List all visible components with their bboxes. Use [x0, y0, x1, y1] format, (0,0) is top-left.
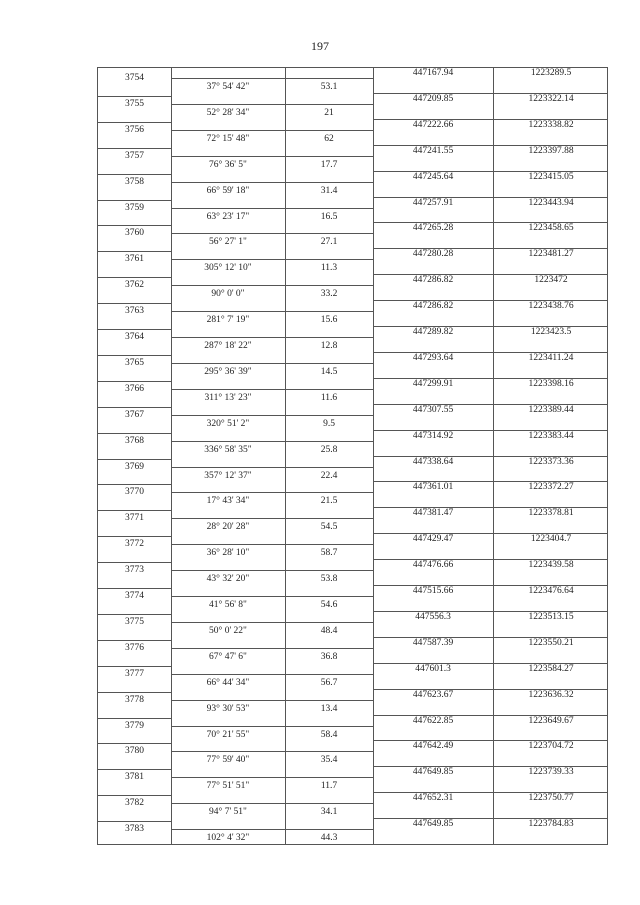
row-divider [98, 718, 171, 719]
segment-length: 21 [324, 107, 334, 118]
x-coordinate: 447429.47 [412, 534, 454, 545]
x-coordinate: 447476.66 [412, 560, 454, 571]
segment-length: 31.4 [320, 185, 338, 196]
direction-angle: 281° 7' 19" [206, 315, 250, 326]
segment-length: 34.1 [320, 807, 338, 818]
segment-length: 56.7 [320, 677, 338, 688]
segment-length: 14.5 [320, 366, 338, 377]
point-number: 3755 [125, 98, 144, 109]
x-coordinate: 447286.82 [412, 301, 454, 312]
point-number: 3779 [125, 720, 144, 731]
y-coordinate: 1223704.72 [528, 741, 574, 752]
segment-length: 21.5 [320, 496, 338, 507]
point-number: 3761 [125, 254, 144, 265]
x-coordinate: 447649.85 [412, 819, 454, 830]
x-coordinate: 447222.66 [412, 119, 454, 130]
x-coordinate: 447381.47 [412, 508, 454, 519]
direction-angle: 72° 15' 48" [206, 133, 250, 144]
row-divider [171, 518, 373, 519]
row-divider [98, 666, 171, 667]
row-divider [171, 156, 373, 157]
row-divider [98, 510, 171, 511]
direction-angle: 66° 59' 18" [206, 185, 250, 196]
y-coordinate: 1223438.76 [528, 301, 574, 312]
row-divider [171, 363, 373, 364]
row-divider [171, 441, 373, 442]
y-coordinate: 1223378.81 [528, 508, 574, 519]
row-divider [171, 596, 373, 597]
y-coordinate: 1223458.65 [528, 223, 574, 234]
y-coordinate: 1223322.14 [528, 93, 574, 104]
point-number: 3758 [125, 176, 144, 187]
row-divider [98, 174, 171, 175]
direction-angle: 28° 20' 28" [206, 522, 250, 533]
segment-length: 22.4 [320, 470, 338, 481]
segment-length: 44.3 [320, 833, 338, 844]
segment-length: 54.5 [320, 522, 338, 533]
x-coordinate: 447293.64 [412, 352, 454, 363]
x-coordinate: 447167.94 [412, 68, 454, 78]
y-coordinate: 1223550.21 [528, 637, 574, 648]
point-number: 3772 [125, 539, 144, 550]
x-coordinate: 447587.39 [412, 637, 454, 648]
row-divider [171, 415, 373, 416]
row-divider [171, 208, 373, 209]
row-divider [171, 674, 373, 675]
x-coordinate: 447299.91 [412, 378, 454, 389]
row-divider [98, 329, 171, 330]
y-coordinate: 1223439.58 [528, 560, 574, 571]
row-divider [171, 492, 373, 493]
row-divider [171, 389, 373, 390]
point-number: 3775 [125, 616, 144, 627]
row-divider [98, 355, 171, 356]
point-number: 3771 [125, 513, 144, 524]
row-divider [98, 692, 171, 693]
segment-length: 58.7 [320, 548, 338, 559]
segment-length: 54.6 [320, 600, 338, 610]
y-coordinate: 1223739.33 [528, 767, 574, 778]
direction-angle: 77° 51' 51" [206, 781, 250, 792]
y-coordinate: 1223415.05 [528, 171, 574, 182]
row-divider [98, 769, 171, 770]
point-number: 3777 [125, 668, 144, 679]
row-divider [171, 726, 373, 727]
segment-length: 15.6 [320, 315, 338, 326]
point-number: 3781 [125, 772, 144, 783]
point-number: 3768 [125, 435, 144, 446]
y-coordinate: 1223411.24 [528, 352, 574, 363]
x-coordinate: 447241.55 [412, 145, 454, 156]
point-number: 3774 [125, 591, 144, 601]
point-number: 3763 [125, 306, 144, 317]
row-divider [171, 311, 373, 312]
point-number: 3778 [125, 694, 144, 705]
y-coordinate: 1223784.83 [528, 819, 574, 830]
row-divider [98, 148, 171, 149]
point-number: 3760 [125, 228, 144, 239]
y-coordinate: 1223404.7 [530, 534, 572, 545]
segment-length: 11.7 [320, 781, 338, 792]
segment-length: 25.8 [320, 444, 338, 455]
y-coordinate: 1223383.44 [528, 430, 574, 441]
direction-angle: 76° 36' 5" [209, 159, 247, 170]
x-coordinate: 447280.28 [412, 249, 454, 260]
row-divider [171, 751, 373, 752]
row-divider [98, 743, 171, 744]
segment-length: 36.8 [320, 651, 338, 662]
point-number: 3766 [125, 383, 144, 394]
point-number: 3770 [125, 487, 144, 498]
segment-length: 53.8 [320, 574, 338, 585]
direction-angle: 37° 54' 42" [206, 82, 250, 92]
x-coordinate: 447289.82 [412, 327, 454, 337]
y-coordinate: 1223338.82 [528, 119, 574, 130]
segment-length: 35.4 [320, 755, 338, 766]
direction-angle: 41° 56' 8" [209, 600, 247, 610]
point-number: 3764 [125, 332, 144, 342]
point-number: 3780 [125, 746, 144, 757]
row-divider [98, 795, 171, 796]
row-divider [98, 484, 171, 485]
direction-angle: 52° 28' 34" [206, 107, 250, 118]
x-coordinate: 447652.31 [412, 793, 454, 804]
x-coordinate: 447623.67 [412, 689, 454, 700]
direction-angle: 56° 27' 1" [209, 237, 247, 248]
row-divider [171, 233, 373, 234]
column-divider [285, 68, 286, 844]
row-divider [98, 821, 171, 822]
row-divider [98, 640, 171, 641]
y-coordinate: 1223397.88 [528, 145, 574, 156]
row-divider [171, 78, 373, 79]
row-divider [171, 803, 373, 804]
point-number: 3773 [125, 565, 144, 576]
row-divider [98, 588, 171, 589]
row-divider [98, 536, 171, 537]
y-coordinate: 1223472 [534, 275, 568, 286]
page-number: 197 [311, 39, 329, 53]
x-coordinate: 447265.28 [412, 223, 454, 234]
row-divider [98, 225, 171, 226]
row-divider [171, 130, 373, 131]
point-number: 3757 [125, 150, 144, 161]
segment-length: 27.1 [320, 237, 338, 248]
y-coordinate: 1223584.27 [528, 663, 574, 674]
row-divider [171, 622, 373, 623]
direction-angle: 357° 12' 37" [204, 470, 252, 481]
x-coordinate: 447209.85 [412, 93, 454, 104]
y-coordinate: 1223389.44 [528, 404, 574, 415]
y-coordinate: 1223649.67 [528, 715, 574, 726]
row-divider [98, 381, 171, 382]
y-coordinate: 1223750.77 [528, 793, 574, 804]
row-divider [171, 648, 373, 649]
row-divider [171, 104, 373, 105]
y-coordinate: 1223373.36 [528, 456, 574, 467]
segment-length: 16.5 [320, 211, 338, 222]
row-divider [171, 700, 373, 701]
y-coordinate: 1223423.5 [530, 327, 572, 337]
direction-angle: 50° 0' 22" [209, 625, 247, 636]
y-coordinate: 1223636.32 [528, 689, 574, 700]
row-divider [98, 433, 171, 434]
direction-angle: 287° 18' 22" [204, 341, 252, 351]
direction-angle: 336° 58' 35" [204, 444, 252, 455]
row-divider [171, 467, 373, 468]
segment-length: 12.8 [320, 341, 338, 351]
point-number: 3762 [125, 280, 144, 291]
segment-length: 58.4 [320, 729, 338, 740]
x-coordinate: 447622.85 [412, 715, 454, 726]
point-number: 3765 [125, 357, 144, 368]
y-coordinate: 1223398.16 [528, 378, 574, 389]
y-coordinate: 1223513.15 [528, 611, 574, 622]
direction-angle: 36° 28' 10" [206, 548, 250, 559]
row-divider [171, 570, 373, 571]
y-coordinate: 1223443.94 [528, 197, 574, 208]
segment-length: 53.1 [320, 82, 338, 92]
y-coordinate: 1223476.64 [528, 586, 574, 596]
segment-length: 13.4 [320, 703, 338, 714]
column-divider [171, 68, 172, 844]
segment-length: 62 [324, 133, 334, 144]
row-divider [98, 96, 171, 97]
row-divider [171, 829, 373, 830]
segment-length: 11.3 [320, 263, 338, 274]
row-divider [98, 200, 171, 201]
x-coordinate: 447649.85 [412, 767, 454, 778]
direction-angle: 67° 47' 6" [209, 651, 247, 662]
y-coordinate: 1223372.27 [528, 482, 574, 493]
direction-angle: 320° 51' 2" [206, 418, 250, 429]
direction-angle: 311° 13' 23" [204, 392, 252, 403]
direction-angle: 43° 32' 20" [206, 574, 250, 585]
row-divider [98, 277, 171, 278]
x-coordinate: 447361.01 [412, 482, 454, 493]
segment-length: 33.2 [320, 289, 338, 300]
direction-angle: 90° 0' 0" [211, 289, 245, 300]
direction-angle: 77° 59' 40" [206, 755, 250, 766]
direction-angle: 305° 12' 10" [204, 263, 252, 274]
row-divider [98, 303, 171, 304]
row-divider [171, 285, 373, 286]
point-number: 3756 [125, 124, 144, 135]
point-number: 3776 [125, 642, 144, 653]
point-number: 3767 [125, 409, 144, 420]
point-number: 3754 [125, 73, 144, 83]
y-coordinate: 1223289.5 [530, 68, 572, 78]
row-divider [98, 614, 171, 615]
segment-length: 48.4 [320, 625, 338, 636]
row-divider [171, 259, 373, 260]
y-coordinate: 1223481.27 [528, 249, 574, 260]
direction-angle: 17° 43' 34" [206, 496, 250, 507]
row-divider [98, 407, 171, 408]
row-divider [171, 337, 373, 338]
segment-length: 11.6 [320, 392, 338, 403]
row-divider [171, 544, 373, 545]
x-coordinate: 447245.64 [412, 171, 454, 182]
row-divider [98, 459, 171, 460]
point-number: 3759 [125, 202, 144, 213]
x-coordinate: 447601.3 [415, 663, 451, 674]
row-divider [171, 182, 373, 183]
x-coordinate: 447307.55 [412, 404, 454, 415]
row-divider [171, 777, 373, 778]
direction-angle: 70° 21' 55" [206, 729, 250, 740]
row-divider [98, 562, 171, 563]
x-coordinate: 447286.82 [412, 275, 454, 286]
point-number: 3782 [125, 798, 144, 809]
direction-angle: 93° 30' 53" [206, 703, 250, 714]
coordinates-table [97, 67, 608, 845]
direction-angle: 94° 7' 51" [209, 807, 247, 818]
direction-angle: 102° 4' 32" [206, 833, 250, 844]
segment-length: 9.5 [323, 418, 335, 429]
point-number: 3783 [125, 824, 144, 835]
row-divider [98, 251, 171, 252]
x-coordinate: 447257.91 [412, 197, 454, 208]
segment-length: 17.7 [320, 159, 338, 170]
row-divider [98, 122, 171, 123]
point-number: 3769 [125, 461, 144, 472]
direction-angle: 295° 36' 39" [204, 366, 252, 377]
x-coordinate: 447314.92 [412, 430, 454, 441]
direction-angle: 66° 44' 34" [206, 677, 250, 688]
x-coordinate: 447642.49 [412, 741, 454, 752]
direction-angle: 63° 23' 17" [206, 211, 250, 222]
x-coordinate: 447556.3 [415, 611, 451, 622]
x-coordinate: 447515.66 [412, 586, 454, 596]
x-coordinate: 447338.64 [412, 456, 454, 467]
